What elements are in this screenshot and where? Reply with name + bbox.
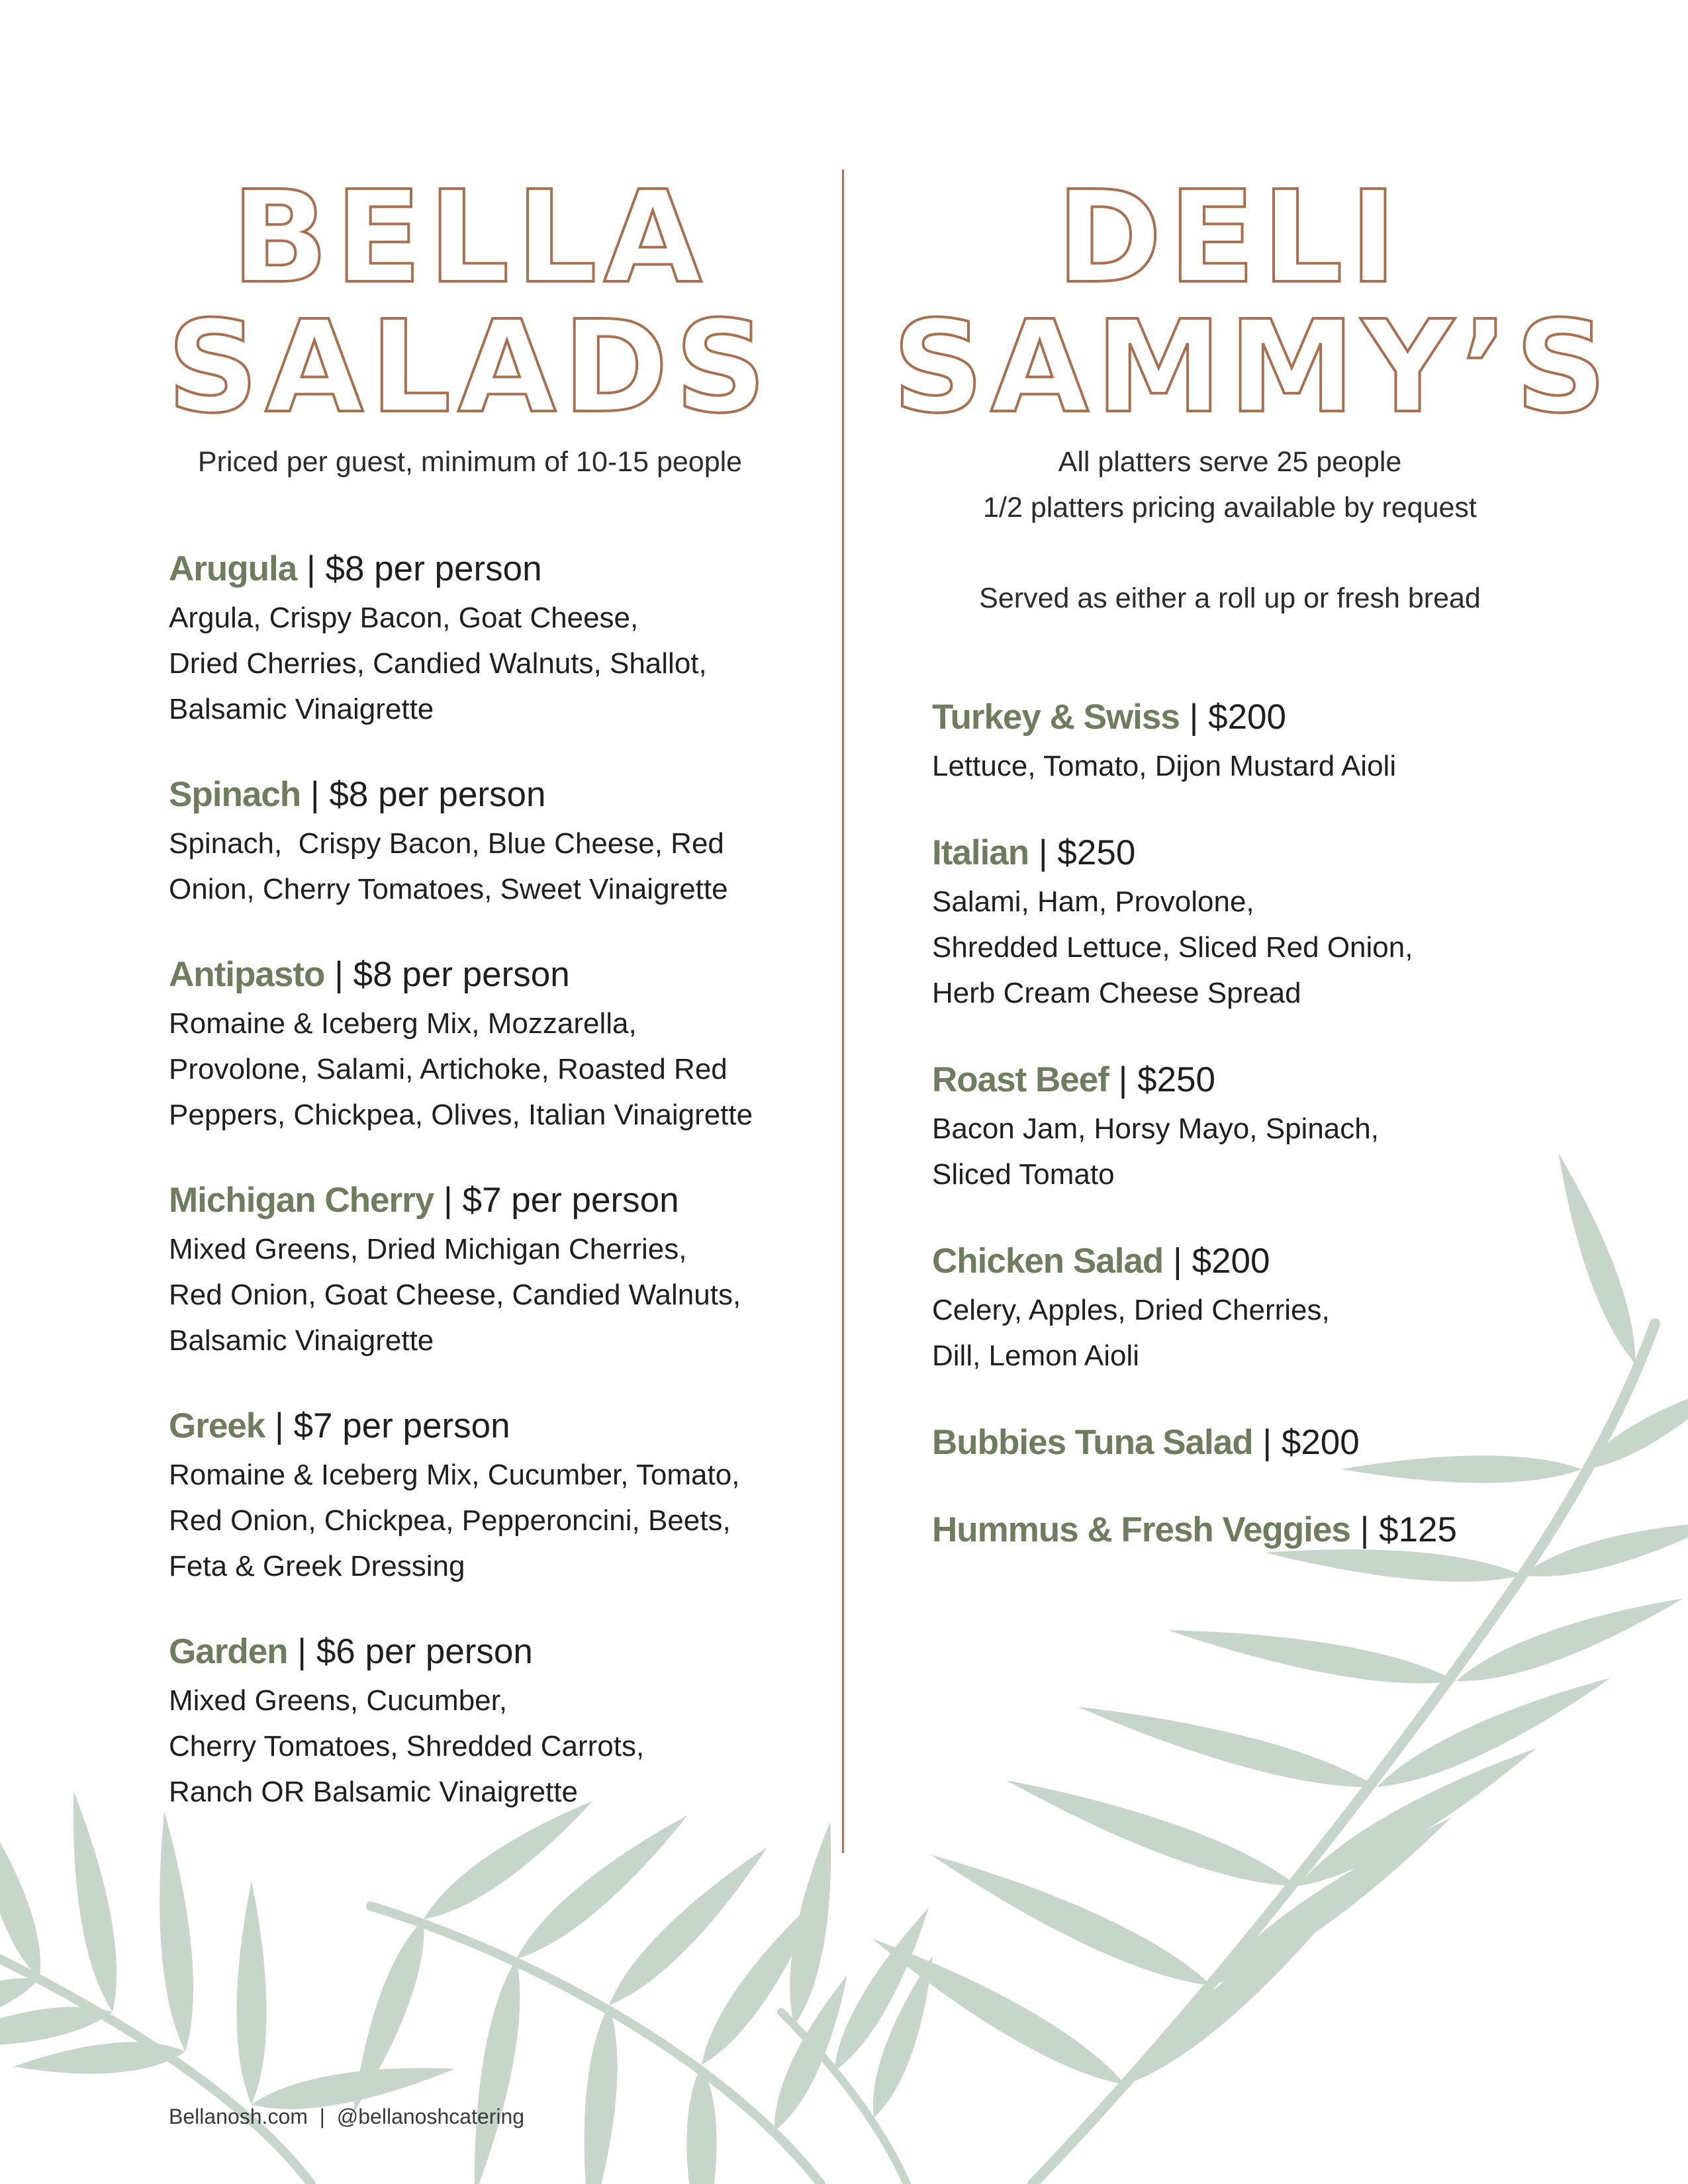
item-description [169,1678,771,1815]
item-description-line: Cherry Tomatoes, Shredded Carrots, [169,1730,645,1762]
salads-title [149,164,791,441]
item-description-line: Spinach, Crispy Bacon, Blue Cheese, Red [169,827,724,860]
deli-item-hummus-fresh-veggies: Hummus & Fresh Veggies | $125 [932,1510,1458,1549]
item-name: Bubbies Tuna Salad [932,1423,1253,1462]
item-description-line: Mixed Greens, Cucumber, [169,1684,508,1717]
item-description-line: Balsamic Vinaigrette [169,1324,434,1357]
item-price: $8 per person [325,549,542,588]
deli-subtitle-line: Served as either a roll up or fresh bread [979,582,1481,614]
item-description-line: Peppers, Chickpea, Olives, Italian Vinaigrette [169,1099,753,1131]
item-name: Hummus & Fresh Veggies [932,1510,1350,1549]
footer [169,2105,524,2129]
deli-item-roast-beef: Roast Beef | $250 Bacon Jam, Horsy Mayo, Spinach, Sliced Tomato [932,1057,1528,1197]
item-description-line: Lettuce, Tomato, Dijon Mustard Aioli [932,750,1397,782]
item-description-line: Ranch OR Balsamic Vinaigrette [169,1776,578,1808]
deli-title [892,164,1614,441]
item-description [932,1106,1528,1197]
item-description-line: Mixed Greens, Dried Michigan Cherries, [169,1233,687,1265]
salad-item-spinach: Spinach | $8 per person Spinach, Crispy Bacon, Blue Cheese, Red Onion, Cherry Tomatoes, Sweet Vinaigrette [169,772,771,912]
salad-item-arugula: Arugula | $8 per person Argula, Crispy Bacon, Goat Cheese, Dried Cherries, Candied Walnuts, Shallot, Balsamic Vinaigrette [169,546,771,732]
item-price: $200 [1208,698,1287,737]
item-description [169,1226,771,1363]
item-name: Garden [169,1632,288,1671]
deli-subtitle-line: 1/2 platters pricing available by request [983,492,1477,523]
item-description-line: Salami, Ham, Provolone, [932,886,1254,918]
item-price: $200 [1281,1423,1360,1462]
footer-separator: | [319,2105,325,2128]
item-description-line: Dill, Lemon Aioli [932,1340,1140,1372]
item-description-line: Provolone, Salami, Artichoke, Roasted Red [169,1053,727,1085]
salads-title-line1: BELLA [231,164,709,312]
deli-item-chicken-salad: Chicken Salad | $200 Celery, Apples, Dried Cherries, Dill, Lemon Aioli [932,1238,1528,1379]
item-name: Michigan Cherry [169,1181,434,1220]
deli-title-line2: SAMMY’S [892,294,1614,441]
salad-item-garden: Garden | $6 per person Mixed Greens, Cucumber, Cherry Tomatoes, Shredded Carrots, Ranch OR Balsamic Vinaigrette [169,1629,771,1815]
item-description [932,879,1528,1016]
item-description-line: Herb Cream Cheese Spread [932,977,1301,1009]
item-description-line: Sliced Tomato [932,1158,1115,1191]
item-name: Turkey & Swiss [932,698,1180,737]
salad-item-michigan-cherry: Michigan Cherry | $7 per person Mixed Greens, Dried Michigan Cherries, Red Onion, Goat Cheese, Candied Walnuts, Balsamic Vinaigrette [169,1177,771,1363]
item-price: $250 [1137,1060,1216,1099]
item-name: Spinach [169,775,301,814]
item-description-line: Romaine & Iceberg Mix, Mozzarella, [169,1007,637,1040]
item-description-line: Dried Cherries, Candied Walnuts, Shallot, [169,647,707,680]
deli-title-line1: DELI [1056,164,1404,312]
item-price: $7 per person [462,1181,679,1220]
item-description [169,1001,771,1138]
salads-column [167,164,773,1815]
item-description-line: Bacon Jam, Horsy Mayo, Spinach, [932,1113,1379,1145]
salad-item-greek: Greek | $7 per person Romaine & Iceberg Mix, Cucumber, Tomato, Red Onion, Chickpea, Pepperoncini, Beets, Feta & Greek Dressing [169,1403,771,1589]
item-description [169,1452,771,1589]
item-description-line: Romaine & Iceberg Mix, Cucumber, Tomato, [169,1459,740,1491]
salad-item-antipasto: Antipasto | $8 per person Romaine & Iceberg Mix, Mozzarella, Provolone, Salami, Artichoke, Roasted Red Peppers, Chickpea, Olives, Italian Vinaigrette [169,952,771,1138]
salads-subtitle: Priced per guest, minimum of 10-15 people [197,446,743,478]
item-description-line: Red Onion, Chickpea, Pepperoncini, Beets, [169,1504,731,1537]
deli-subtitle-line: All platters serve 25 people [1058,446,1402,478]
deli-column [892,164,1614,1553]
item-name: Chicken Salad [932,1242,1164,1281]
item-price: $250 [1057,833,1136,872]
deli-subtitle [932,439,1528,621]
item-price: $125 [1379,1510,1458,1549]
item-description-line: Red Onion, Goat Cheese, Candied Walnuts, [169,1279,741,1311]
item-description-line: Shredded Lettuce, Sliced Red Onion, [932,931,1413,964]
deli-item-italian: Italian | $250 Salami, Ham, Provolone, Shredded Lettuce, Sliced Red Onion, Herb Cream Cheese Spread [932,830,1528,1016]
deli-item-turkey-swiss: Turkey & Swiss | $200 Lettuce, Tomato, Dijon Mustard Aioli [932,694,1528,789]
item-description-line: Argula, Crispy Bacon, Goat Cheese, [169,602,639,634]
item-name: Arugula [169,549,297,588]
item-name: Greek [169,1406,265,1445]
deli-item-bubbies-tuna-salad: Bubbies Tuna Salad | $200 [932,1423,1360,1462]
item-name: Italian [932,833,1029,872]
salads-title-line2: SALADS [167,294,773,441]
item-price: $7 per person [293,1406,510,1445]
item-description-line: Celery, Apples, Dried Cherries, [932,1294,1330,1326]
item-name: Antipasto [169,955,325,994]
item-price: $8 per person [353,955,570,994]
social-handle[interactable]: @bellanoshcatering [336,2105,525,2128]
item-price: $8 per person [329,775,546,814]
item-description-line: Onion, Cherry Tomatoes, Sweet Vinaigrette [169,873,728,905]
item-price: $200 [1192,1242,1270,1281]
item-description [169,821,771,912]
website-link[interactable]: Bellanosh.com [169,2105,308,2128]
column-divider [842,169,844,1853]
item-description-line: Balsamic Vinaigrette [169,693,434,725]
item-description [169,595,771,732]
item-price: $6 per person [316,1632,533,1671]
item-name: Roast Beef [932,1060,1109,1099]
item-description [932,743,1528,789]
item-description [932,1287,1528,1379]
item-description-line: Feta & Greek Dressing [169,1550,465,1582]
